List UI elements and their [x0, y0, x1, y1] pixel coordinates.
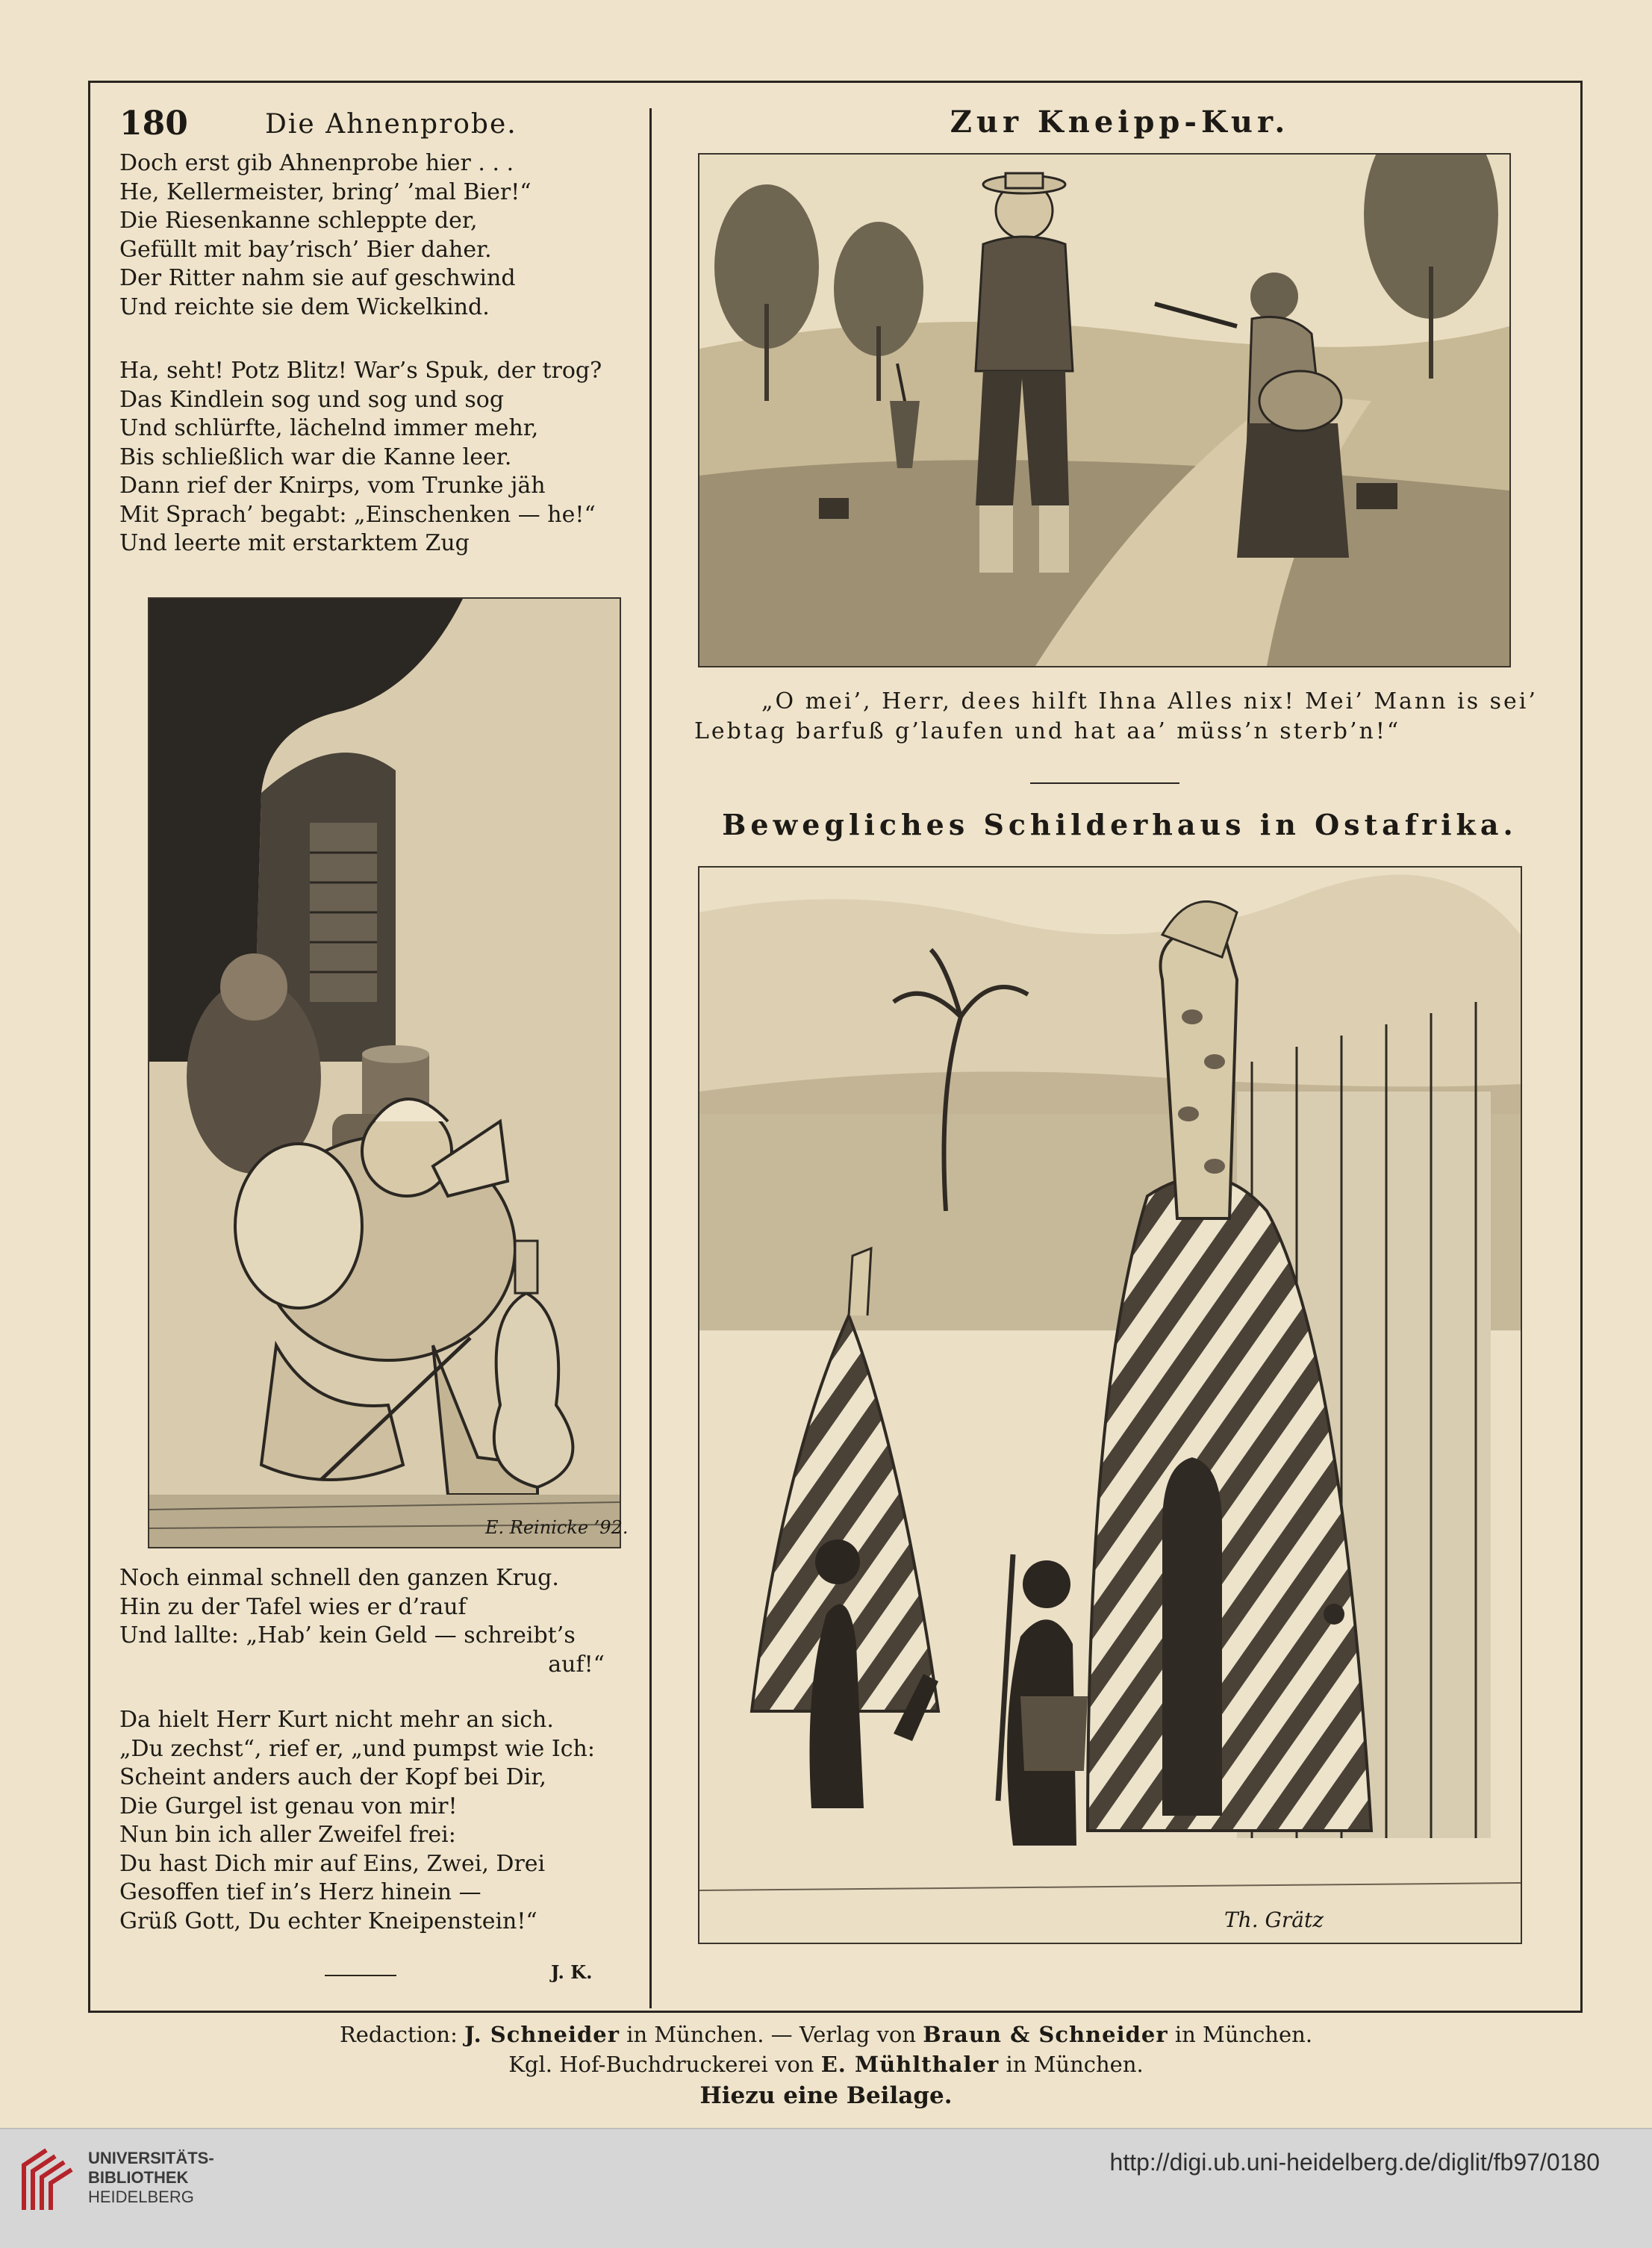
- verse-line: Die Gurgel ist genau von mir!: [119, 1793, 458, 1819]
- africa-title: Bewegliches Schilderhaus in Ostafrika.: [722, 808, 1518, 841]
- poem-signature: J. K.: [551, 1961, 593, 1983]
- imprint-line-1: [0, 2020, 1652, 2049]
- verse-line: Hin zu der Tafel wies er d’rauf: [119, 1593, 467, 1620]
- cellar-artist-signature: E. Reinicke ’92.: [485, 1517, 629, 1538]
- verse-line: Du hast Dich mir auf Eins, Zwei, Drei: [119, 1850, 546, 1877]
- imprint-text: in München.: [1174, 2022, 1313, 2047]
- verse-line: Die Riesenkanne schleppte der,: [119, 208, 478, 234]
- page-number: 180: [119, 105, 188, 143]
- imprint-redaction-label: Redaction:: [339, 2022, 458, 2047]
- imprint-text: in München.: [1006, 2052, 1144, 2077]
- verse-line: Gesoffen tief in’s Herz hinein —: [119, 1879, 481, 1905]
- verse-line: auf!“: [548, 1651, 605, 1678]
- verse-line: Ha, seht! Potz Blitz! War’s Spuk, der trog?: [119, 358, 602, 384]
- kneipp-illustration-art: [699, 155, 1509, 666]
- library-name-line: BIBLIOTHEK: [88, 2168, 189, 2187]
- verse-line: Grüß Gott, Du echter Kneipenstein!“: [119, 1908, 537, 1934]
- library-name-line: UNIVERSITÄTS-: [88, 2149, 214, 2167]
- verse-line: Gefüllt mit bay’risch’ Bier daher.: [119, 236, 492, 263]
- imprint-text: in München. — Verlag von: [626, 2022, 917, 2047]
- imprint-publisher: Braun & Schneider: [923, 2022, 1168, 2047]
- poem-stanza-4: [119, 1706, 635, 1936]
- library-name-line: HEIDELBERG: [88, 2188, 194, 2206]
- poem-stanza-1: [119, 149, 635, 322]
- verse-line: Und leerte mit erstarktem Zug: [119, 530, 470, 556]
- cellar-illustration: [148, 597, 621, 1548]
- imprint-supplement-note: Hiezu eine Beilage.: [699, 2082, 953, 2109]
- verse-line: Da hielt Herr Kurt nicht mehr an sich.: [119, 1707, 554, 1733]
- verse-line: Noch einmal schnell den ganzen Krug.: [119, 1565, 559, 1591]
- poem-stanza-3: [119, 1564, 635, 1679]
- verse-line: Mit Sprach’ begabt: „Einschenken — he!“: [119, 501, 596, 528]
- cellar-illustration-art: [149, 599, 620, 1547]
- running-head: Die Ahnenprobe.: [265, 109, 517, 140]
- imprint-text: Kgl. Hof-Buchdruckerei von: [508, 2052, 814, 2077]
- verse-line: Und schlürfte, lächelnd immer mehr,: [119, 415, 539, 441]
- verse-line: Das Kindlein sog und sog und sog: [119, 386, 505, 413]
- university-library-logo-icon[interactable]: [16, 2143, 76, 2217]
- verse-line: Doch erst gib Ahnenprobe hier . . .: [119, 150, 514, 176]
- viewer-footer: [0, 2128, 1652, 2248]
- caption-line-2: Lebtag barfuß g’laufen und hat aa’ müss’n sterb’n!“: [694, 718, 1401, 744]
- verse-line: Dann rief der Knirps, vom Trunke jäh: [119, 473, 546, 499]
- kneipp-caption: [694, 687, 1553, 747]
- caption-line-1: „O mei’, Herr, dees hilft Ihna Alles nix! Mei’ Mann is sei’: [761, 688, 1538, 714]
- verse-line: Der Ritter nahm sie auf geschwind: [119, 265, 516, 291]
- imprint-printer: E. Mühlthaler: [820, 2052, 1000, 2077]
- poem-end-rule: [325, 1975, 396, 1976]
- imprint-line-2: [0, 2049, 1652, 2079]
- section-rule: [1030, 782, 1179, 784]
- poem-stanza-2: [119, 357, 635, 558]
- verse-line: Nun bin ich aller Zweifel frei:: [119, 1822, 456, 1848]
- column-divider: [649, 108, 652, 2008]
- kneipp-title: Zur Kneipp-Kur.: [950, 105, 1290, 140]
- library-name[interactable]: [88, 2149, 214, 2207]
- verse-line: He, Kellermeister, bring’ ’mal Bier!“: [119, 178, 532, 205]
- africa-illustration-art: [699, 868, 1521, 1943]
- kneipp-illustration: [698, 153, 1511, 667]
- africa-illustration: [698, 866, 1522, 1944]
- permalink-url[interactable]: http://digi.ub.uni-heidelberg.de/diglit/fb97/0180: [1109, 2149, 1600, 2176]
- africa-artist-signature: Th. Grätz: [1224, 1908, 1324, 1932]
- imprint-editor: J. Schneider: [464, 2022, 620, 2047]
- verse-line: Scheint anders auch der Kopf bei Dir,: [119, 1764, 546, 1790]
- verse-line: Bis schließlich war die Kanne leer.: [119, 443, 512, 470]
- verse-line: Und lallte: „Hab’ kein Geld — schreibt’s: [119, 1622, 576, 1648]
- verse-line: Und reichte sie dem Wickelkind.: [119, 293, 490, 320]
- verse-line: „Du zechst“, rief er, „und pumpst wie Ich:: [119, 1735, 595, 1762]
